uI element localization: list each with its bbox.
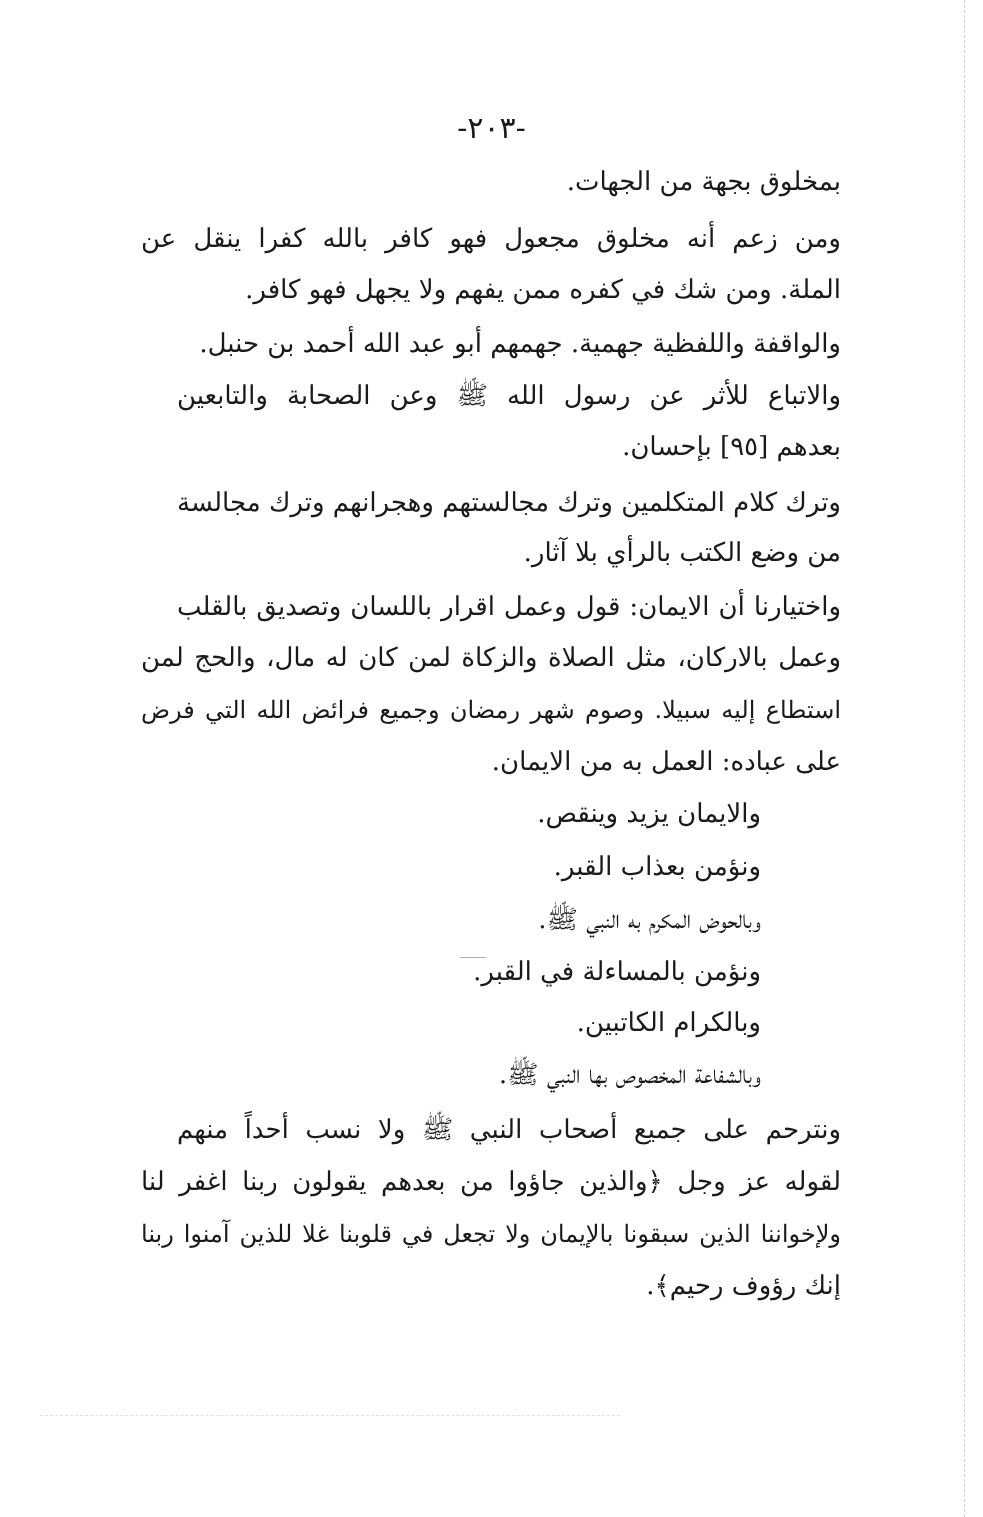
scan-edge-line	[964, 0, 965, 1517]
text-line: استطاع إليه سبيلا. وصوم شهر رمضان وجميع فرائض الله التي فرض	[141, 696, 841, 724]
text-line: بعدهم [٩٥] بإحسان.	[622, 432, 841, 462]
text-line: لقوله عز وجل ﴿والذين جاؤوا من بعدهم يقولون ربنا اغفر لنا	[141, 1167, 841, 1197]
text-line: وبالشفاعة المخصوص بها النبي ﷺ.	[498, 1060, 761, 1090]
text-line: وبالكرام الكاتبين.	[576, 1008, 761, 1038]
scan-bottom-line	[40, 1415, 620, 1416]
text-line: والواقفة واللفظية جهمية. جهمهم أبو عبد الله أحمد بن حنبل.	[199, 329, 841, 359]
text-line: إنك رؤوف رحيم﴾.	[646, 1271, 841, 1301]
text-line: والاتباع للأثر عن رسول الله ﷺ وعن الصحابة والتابعين	[177, 381, 841, 411]
text-line: بمخلوق بجهة من الجهات.	[566, 167, 841, 197]
text-line: وبالحوض المكرم به النبي ﷺ.	[538, 905, 761, 935]
text-line: ونؤمن بعذاب القبر.	[553, 852, 761, 882]
text-line: وعمل بالاركان، مثل الصلاة والزكاة لمن كان له مال، والحج لمن	[141, 643, 841, 673]
text-line: والايمان يزيد وينقص.	[537, 799, 761, 829]
text-line: وترك كلام المتكلمين وترك مجالستهم وهجرانهم وترك مجالسة	[177, 488, 841, 518]
page-number: -٢٠٣-	[457, 111, 526, 146]
text-line: ولإخواننا الذين سبقونا بالإيمان ولا تجعل في قلوبنا غلا للذين آمنوا ربنا	[141, 1220, 841, 1248]
text-line: واختيارنا أن الايمان: قول وعمل اقرار باللسان وتصديق بالقلب	[177, 592, 841, 622]
text-line: ونترحم على جميع أصحاب النبي ﷺ ولا نسب أحداً منهم	[177, 1115, 841, 1145]
text-line: على عباده: العمل به من الايمان.	[491, 747, 841, 777]
text-line: ونؤمن بالمساءلة في القبر.	[473, 957, 761, 987]
text-line: ومن زعم أنه مخلوق مجعول فهو كافر بالله كفرا ينقل عن	[141, 224, 841, 254]
text-line: الملة. ومن شك في كفره ممن يفهم ولا يجهل فهو كافر.	[245, 275, 841, 305]
text-line: من وضع الكتب بالرأي بلا آثار.	[523, 538, 841, 568]
